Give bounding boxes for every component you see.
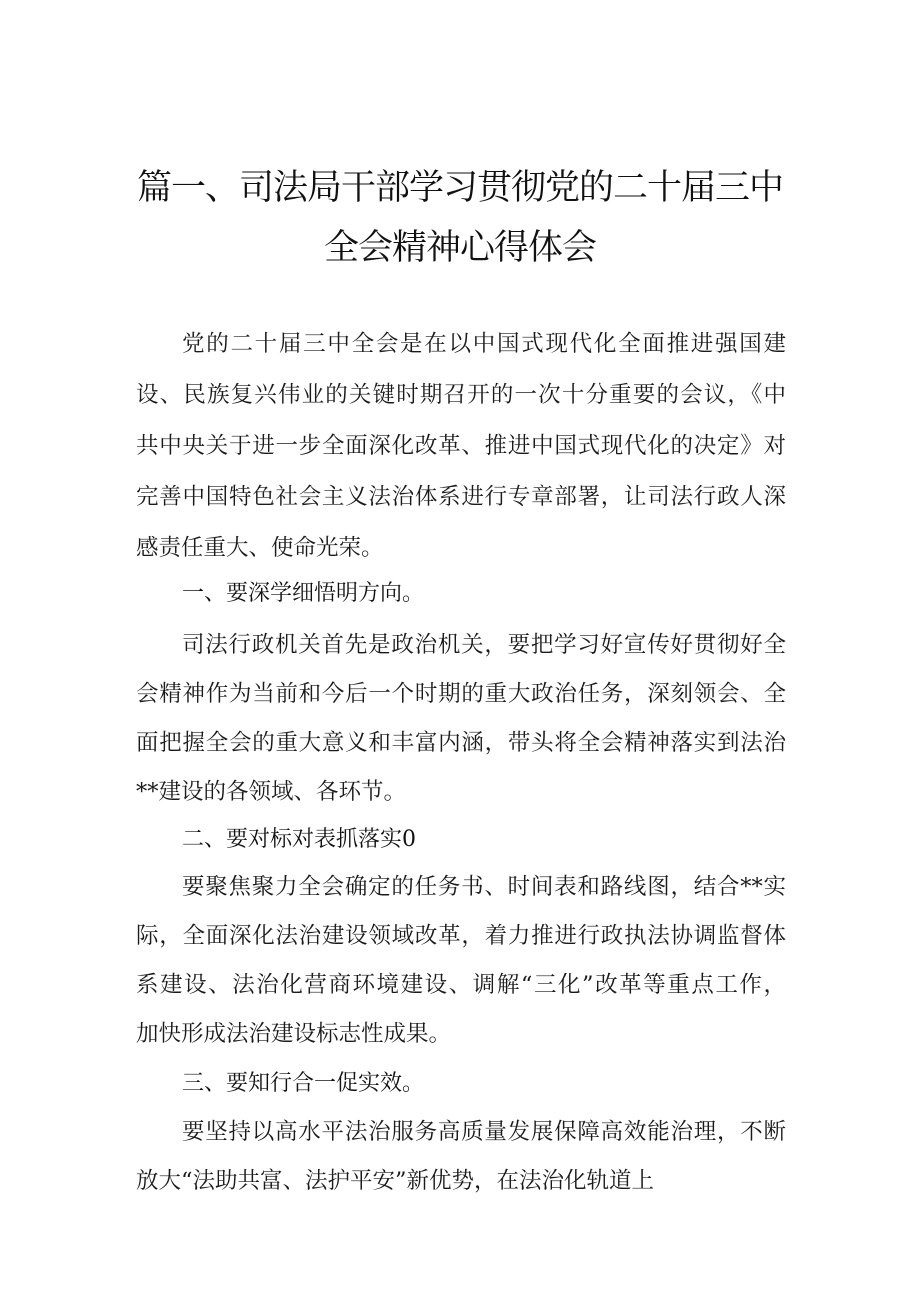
paragraph-3-line: 际，全面深化法治建设领域改革，着力推进行政执法协调监督体 <box>136 923 786 949</box>
paragraph-2-line: 司法行政机关首先是政治机关，要把学习好宣传好贯彻好全 <box>182 632 786 658</box>
paragraph-1-line: 完善中国特色社会主义法治体系进行专章部署，让司法行政人深 <box>136 484 786 510</box>
paragraph-2-line: **建设的各领域、各环节。 <box>136 779 407 805</box>
paragraph-4-line: 放大“法助共富、法护平安”新优势，在法治化轨道上 <box>136 1168 655 1194</box>
paragraph-3-line: 加快形成法治建设标志性成果。 <box>136 1021 452 1047</box>
paragraph-2-line: 会精神作为当前和今后一个时期的重大政治任务，深刻领会、全 <box>136 681 786 707</box>
paragraph-3-line: 系建设、法治化营商环境建设、调解“三化”改革等重点工作， <box>136 972 786 998</box>
paragraph-3-line: 要聚焦聚力全会确定的任务书、时间表和路线图，结合**实 <box>182 874 786 900</box>
paragraph-2-line: 面把握全会的重大意义和丰富内涵，带头将全会精神落实到法治 <box>136 730 786 756</box>
section-heading-3: 三、要知行合一促实效。 <box>182 1071 425 1096</box>
document-title-line-1: 篇一、司法局干部学习贯彻党的二十届三中 <box>136 168 783 208</box>
section-heading-1: 一、要深学细悟明方向。 <box>182 581 425 606</box>
paragraph-1-line: 党的二十届三中全会是在以中国式现代化全面推进强国建 <box>182 331 786 357</box>
section-heading-2: 二、要对标对表抓落实0 <box>182 827 416 852</box>
paragraph-1-line: 共中央关于进一步全面深化改革、推进中国式现代化的决定》对 <box>136 433 786 459</box>
document-title-line-2: 全会精神心得体会 <box>323 228 596 268</box>
paragraph-4-line: 要坚持以高水平法治服务高质量发展保障高效能治理，不断 <box>182 1119 786 1145</box>
paragraph-1-line: 设、民族复兴伟业的关键时期召开的一次十分重要的会议，《中 <box>136 382 786 408</box>
paragraph-1-line: 感责任重大、使命光荣。 <box>136 535 384 561</box>
